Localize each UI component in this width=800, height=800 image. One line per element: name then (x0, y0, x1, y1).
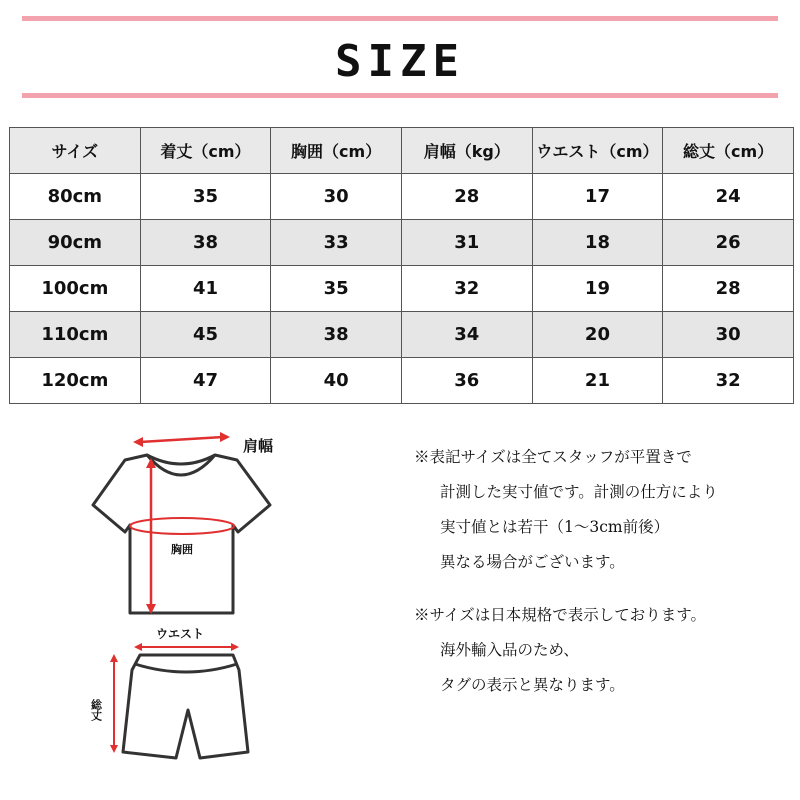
table-cell: 26 (663, 220, 794, 266)
header-length: 着丈（cm） (140, 128, 271, 174)
table-cell: 47 (140, 358, 271, 404)
table-header-row (10, 128, 794, 174)
note-1-line-4: 異なる場合がございます。 (440, 553, 625, 571)
waist-arrowhead-right (231, 643, 239, 651)
total-length-arrowhead-top (110, 654, 118, 662)
shoulder-label: 肩幅 (243, 437, 274, 455)
header-shoulder: 肩幅（kg） (401, 128, 532, 174)
table-cell: 35 (140, 174, 271, 220)
table-row (10, 220, 794, 266)
table-cell: 28 (663, 266, 794, 312)
table-cell: 30 (663, 312, 794, 358)
page-title: SIZE (335, 36, 465, 87)
table-cell: 17 (532, 174, 663, 220)
header-chest: 胸囲（cm） (271, 128, 402, 174)
shirt-diagram (85, 425, 295, 625)
table-cell: 32 (401, 266, 532, 312)
table-cell: 45 (140, 312, 271, 358)
table-cell: 20 (532, 312, 663, 358)
shoulder-arrowhead-right (220, 432, 230, 442)
note-2-line-1: ※サイズは日本規格で表示しております。 (414, 606, 707, 624)
shoulder-arrowhead-left (133, 437, 143, 447)
bottom-divider (22, 93, 778, 98)
pants-diagram (90, 622, 270, 772)
top-divider (22, 16, 778, 21)
table-row (10, 174, 794, 220)
table-cell: 28 (401, 174, 532, 220)
table-cell: 19 (532, 266, 663, 312)
table-cell: 31 (401, 220, 532, 266)
table-cell: 32 (663, 358, 794, 404)
table-cell: 34 (401, 312, 532, 358)
pants-outline (123, 655, 248, 758)
table-cell: 80cm (10, 174, 141, 220)
table-cell: 41 (140, 266, 271, 312)
table-cell: 100cm (10, 266, 141, 312)
table-cell: 18 (532, 220, 663, 266)
table-cell: 120cm (10, 358, 141, 404)
table-cell: 110cm (10, 312, 141, 358)
table-cell: 90cm (10, 220, 141, 266)
total-length-label-text: 総丈 (90, 699, 103, 721)
note-2-line-2: 海外輸入品のため、 (440, 641, 579, 659)
size-table (9, 127, 794, 404)
waist-label: ウエスト (156, 627, 205, 641)
shoulder-arrow (140, 437, 223, 442)
table-row (10, 312, 794, 358)
size-notes (414, 440, 794, 703)
note-2-line-3: タグの表示と異なります。 (440, 676, 625, 694)
table-cell: 24 (663, 174, 794, 220)
table-cell: 38 (140, 220, 271, 266)
table-cell: 35 (271, 266, 402, 312)
waist-arrowhead-left (134, 643, 142, 651)
table-cell: 40 (271, 358, 402, 404)
note-1-line-2: 計測した実寸値です。計測の仕方により (440, 483, 718, 501)
table-row (10, 266, 794, 312)
table-cell: 33 (271, 220, 402, 266)
table-cell: 36 (401, 358, 532, 404)
table-cell: 30 (271, 174, 402, 220)
header-waist: ウエスト（cm） (532, 128, 663, 174)
header-total-length: 総丈（cm） (663, 128, 794, 174)
chest-label: 胸囲 (171, 543, 193, 556)
shirt-collar (147, 455, 215, 464)
note-1-line-3: 実寸値とは若干（1～3cm前後） (440, 518, 670, 536)
total-length-arrowhead-bottom (110, 745, 118, 753)
table-cell: 38 (271, 312, 402, 358)
header-size: サイズ (10, 128, 141, 174)
table-cell: 21 (532, 358, 663, 404)
table-row (10, 358, 794, 404)
total-length-label (90, 698, 103, 722)
note-1-line-1: ※表記サイズは全てスタッフが平置きで (414, 448, 692, 466)
